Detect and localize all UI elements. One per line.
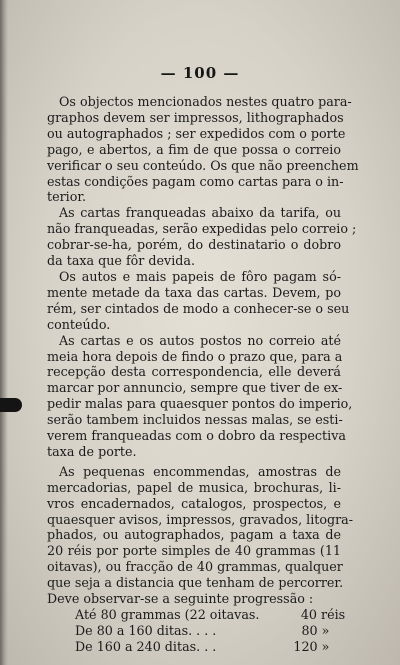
text-line: As pequenas encommendas, amostras de [59, 463, 341, 479]
rate-weight: Até 80 grammas (22 oitavas. [75, 607, 260, 622]
text-line: As cartas franqueadas abaixo da tarifa, ou [59, 205, 341, 221]
page-number: — 100 — [160, 64, 240, 82]
text-line: pedir malas para quaesquer pontos do imperio, [47, 396, 353, 412]
text-line: verem franqueadas com o dobro da respectiva [47, 428, 346, 444]
text-line: 20 réis por porte simples de 40 grammas (11 [47, 543, 341, 559]
text-line: taxa de porte. [47, 443, 137, 459]
paragraph-1 [47, 94, 359, 205]
text-line: serão tambem incluidos nessas malas, se esti- [47, 412, 343, 428]
text-line: phados, ou autographados, pagam a taxa de [47, 527, 341, 543]
text-line: Deve observar-se a seguinte progressão : [47, 591, 314, 607]
text-line: graphos devem ser impressos, lithographados [47, 109, 344, 125]
text-line: pago, e abertos, a fim de que possa o correio [47, 141, 341, 157]
rate-row [47, 639, 341, 655]
paragraph-2 [47, 205, 357, 269]
text-line: que seja a distancia que tenham de percorrer. [47, 575, 344, 591]
rate-weight: De 80 a 160 ditas. . . . [75, 622, 217, 638]
text-line: oitavas), ou fracção de 40 grammas, qualquer [47, 559, 343, 575]
text-line: Os autos e mais papeis de fôro pagam só- [59, 268, 341, 284]
text-line: terior. [47, 189, 87, 205]
rate-unit: » [321, 622, 330, 638]
paragraph-4 [47, 332, 353, 460]
text-line: da taxa que fôr devida. [47, 253, 195, 269]
text-line: As cartas e os autos postos no correio até [59, 332, 341, 348]
paragraph-5 [47, 463, 354, 607]
rate-price: 120 [293, 638, 318, 654]
rate-price: 40 [300, 607, 317, 622]
text-line: mercadorias, papel de musica, brochuras, li- [47, 479, 341, 495]
text-line: quaesquer avisos, impressos, gravados, litogra- [47, 511, 354, 527]
paragraph-3 [47, 268, 350, 333]
text-line: ou autographados ; ser expedidos com o porte [47, 125, 346, 141]
rate-unit: réis [321, 607, 346, 622]
rate-table [47, 607, 346, 655]
ink-stain [0, 398, 22, 412]
rate-unit: » [321, 638, 330, 654]
rate-price: 80 [301, 622, 318, 638]
text-line: verificar o seu conteúdo. Os que não preenchem [47, 157, 359, 173]
body-text [47, 94, 359, 655]
rate-row [47, 607, 346, 623]
text-line: conteúdo. [47, 316, 111, 332]
rate-row [47, 623, 341, 639]
rate-weight: De 160 a 240 ditas. . . [75, 638, 217, 654]
text-line: vros encadernados, catalogos, prospectos, e [47, 495, 341, 511]
text-line: recepção desta correspondencia, elle deverá [47, 364, 341, 380]
text-line: cobrar-se-ha, porém, do destinatario o dobro [47, 237, 341, 253]
text-line: Os objectos mencionados nestes quatro para- [59, 94, 352, 109]
page-binding-shadow [0, 0, 8, 665]
text-line: estas condições pagam como cartas para o in- [47, 173, 344, 189]
text-line: mente metade da taxa das cartas. Devem, po [47, 284, 341, 300]
text-line: marcar por annuncio, sempre que tiver de ex- [47, 380, 343, 396]
text-line: rém, ser cintados de modo a conhecer-se o seu [47, 300, 350, 316]
text-line: não franqueadas, serão expedidas pelo correio ; [47, 221, 357, 237]
text-line: meia hora depois de findo o prazo que, para a [47, 348, 343, 364]
